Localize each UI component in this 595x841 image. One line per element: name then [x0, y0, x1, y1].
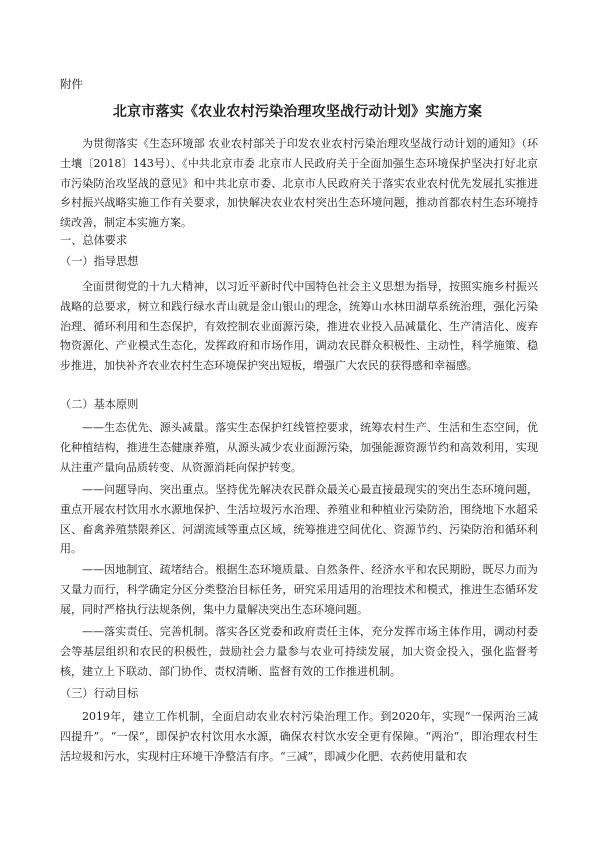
action-targets-paragraph: 2019年，建立工作机制，全面启动农业农村污染治理工作。到2020年，实现“一保两治三减四提升”。“一保”，即保护农村饮用水水源，确保农村饮水安全更有保障。“两治”，即治理农村生活垃圾和污水，实现村庄环境干净整洁有序。“三减”，即减少化肥、农药使用量和农: [60, 710, 538, 763]
subheading-action-targets: （三）行动目标: [60, 687, 139, 700]
guiding-ideology-paragraph: 全面贯彻党的十九大精神，以习近平新时代中国特色社会主义思想为指导，按照实施乡村振兴战略的总要求，树立和践行绿水青山就是金山银山的理念，统筹山水林田湖草系统治理，强化污染治理、循环利用和生态保护，有效控制农业面源污染，推进农业投入品减量化、生产清洁化、废弃物资源化、产业模式生态化，发挥政府和市场作用，调动农民群众积极性、主动性，科学施策、稳步推进，加快补齐农业农村生态环境保护突出短板，增强广大农民的获得感和幸福感。: [60, 280, 538, 373]
section-heading-general-requirements: 一、总体要求: [60, 234, 128, 247]
principle-paragraph-2: ——问题导向、突出重点。坚持优先解决农民群众最关心最直接最现实的突出生态环境问题，重点开展农村饮用水水源地保护、生活垃圾污水治理、养殖业和种植业污染防治，围绕地下水超采区、畜禽养殖禁限养区、河湖流域等重点区域，统筹推进空间优化、资源节约、污染防治和循环利用。: [60, 483, 538, 556]
attachment-label: 附件: [60, 77, 83, 91]
principle-paragraph-3: ——因地制宜、疏堵结合。根据生态环境质量、自然条件、经济水平和农民期盼，既尽力而为又量力而行，科学确定分区分类整治目标任务，研究采用适用的治理技术和模式，推进生态循环发展，同时严格执行法规条例，集中力量解决突出生态环境问题。: [60, 563, 538, 616]
subheading-guiding-ideology: （一）指导思想: [60, 255, 139, 268]
principle-paragraph-1: ——生态优先、源头减量。落实生态保护红线管控要求，统筹农村生产、生活和生态空间，优化种植结构，推进生态健康养殖，从源头减少农业面源污染，加强能源资源节约和高效利用，实现从注重产量向品质转变、从资源消耗向保护转变。: [60, 421, 538, 474]
intro-paragraph: 为贯彻落实《生态环境部 农业农村部关于印发农业农村污染治理攻坚战行动计划的通知》（环土壤〔2018〕143号）、《中共北京市委 北京市人民政府关于全面加强生态环境保护坚决打好北京市污染防治攻坚战的意见》和中共北京市委、北京市人民政府关于落实农业农村优先发展扎实推进乡村振兴战略实施工作有关要求，加快解决农业农村突出生态环境问题，推动首都农村生态环境持续改善，制定本实施方案。: [60, 137, 538, 230]
principle-paragraph-4: ——落实责任、完善机制。落实各区党委和政府责任主体，充分发挥市场主体作用，调动村委会等基层组织和农民的积极性，鼓励社会力量参与农业可持续发展，加大资金投入，强化监督考核，建立上下联动、部门协作、责权清晰、监督有效的工作推进机制。: [60, 625, 538, 678]
document-title: 北京市落实《农业农村污染治理攻坚战行动计划》实施方案: [112, 104, 483, 120]
subheading-basic-principles: （二）基本原则: [60, 398, 139, 411]
